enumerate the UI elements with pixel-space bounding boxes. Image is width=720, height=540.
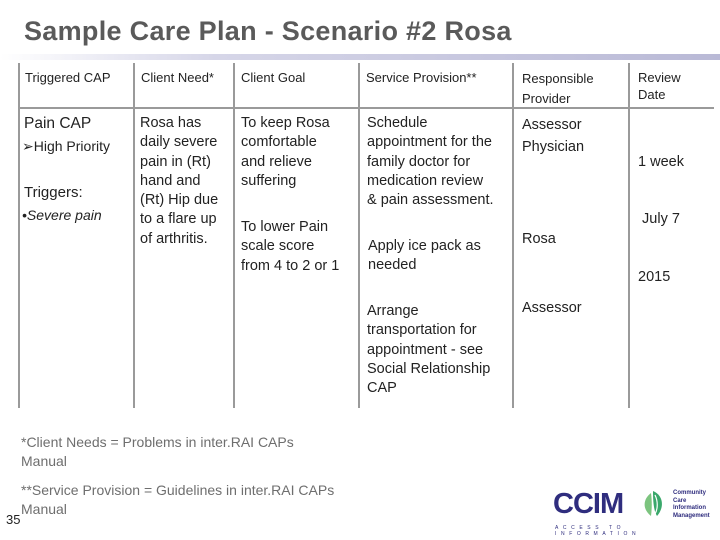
logo-org-line: Information (673, 505, 706, 511)
client-need-line: pain in (Rt) (140, 153, 211, 170)
slide-title: Sample Care Plan - Scenario #2 Rosa (24, 16, 512, 46)
table-divider-2 (233, 63, 235, 408)
review-line: July 7 (638, 211, 680, 228)
review-line: 1 week (638, 153, 684, 170)
header-responsible-line-1: Responsible (522, 71, 594, 86)
ccim-logo (553, 484, 713, 537)
service-line: transportation for (367, 322, 477, 339)
header-row-divider (18, 107, 714, 109)
footnote-line: Manual (21, 453, 67, 469)
table-border-left (18, 63, 20, 408)
table-divider-1 (133, 63, 135, 408)
header-client-goal: Client Goal (241, 70, 306, 85)
cap-priority (22, 137, 110, 156)
service-provision-3 (367, 302, 490, 398)
footnote-client-needs (21, 433, 294, 471)
trigger-item (22, 206, 102, 225)
logo-wordmark: CCIM (553, 488, 624, 520)
service-line: family doctor for (367, 153, 471, 170)
goal-line: To keep Rosa (241, 115, 330, 131)
provider-2: Rosa (522, 231, 556, 247)
header-responsible-line-2: Provider (522, 91, 571, 106)
client-goal-2 (241, 218, 339, 276)
provider-line: Physician (522, 139, 585, 155)
service-line: appointment for the (367, 134, 492, 151)
logo-org-line: Community (673, 490, 706, 496)
logo-org-line: Management (673, 512, 710, 519)
footnote-line: **Service Provision = Guidelines in inter.RAI CAPs (21, 482, 335, 498)
header-responsible-provider (522, 69, 594, 109)
review-date-text (638, 114, 684, 326)
provider-line: Assessor (522, 117, 582, 133)
client-need-line: hand and (140, 172, 201, 189)
footnote-line: *Client Needs = Problems in inter.RAI CAPs (21, 434, 294, 450)
trigger-item-label: Severe pain (26, 207, 102, 223)
header-review-line-1: Review (638, 70, 681, 85)
goal-line: suffering (241, 172, 297, 189)
service-line: Social Relationship (367, 360, 491, 377)
header-review-line-2: Date (638, 87, 666, 102)
table-divider-4 (512, 63, 514, 408)
client-need-line: to a flare up (140, 211, 217, 228)
logo-org-name (673, 490, 710, 520)
table-divider-3 (358, 63, 360, 408)
provider-1 (522, 114, 584, 158)
header-review-date (638, 69, 681, 103)
client-need-line: (Rt) Hip due (140, 192, 219, 209)
client-need-line: daily severe (140, 134, 218, 151)
service-line: needed (368, 257, 417, 274)
service-line: Arrange (367, 303, 419, 319)
goal-line: comfortable (241, 134, 317, 151)
goal-line: from 4 to 2 or 1 (241, 257, 340, 274)
client-need-line: of arthritis. (140, 230, 208, 247)
header-client-need: Client Need* (141, 70, 214, 85)
goal-line: To lower Pain (241, 219, 329, 235)
triggers-label: Triggers: (24, 184, 83, 201)
header-service-provision: Service Provision** (366, 70, 477, 85)
service-line: Schedule (367, 115, 428, 131)
logo-org-line: Care (673, 497, 687, 504)
service-line: & pain assessment. (367, 192, 494, 209)
service-line: appointment - see (367, 341, 484, 358)
review-line: 2015 (638, 269, 671, 286)
service-provision-2 (368, 237, 481, 276)
client-goal-1 (241, 114, 330, 191)
service-provision-1 (367, 114, 494, 210)
cap-priority-label: High Priority (33, 138, 110, 154)
arrow-bullet-icon: ➢ (22, 138, 34, 154)
service-line: Apply ice pack as (368, 238, 481, 254)
footnote-service-provision (21, 481, 334, 519)
bullet-icon: • (22, 207, 27, 223)
leaf-icon (639, 489, 667, 519)
logo-tagline: ACCESS TO INFORMATION (555, 525, 641, 537)
slide-number: 35 (6, 512, 21, 527)
goal-line: scale score (241, 238, 315, 255)
client-need-text (140, 114, 218, 249)
header-triggered-cap: Triggered CAP (25, 70, 111, 85)
service-line: CAP (367, 380, 397, 397)
client-need-line: Rosa has (140, 115, 202, 131)
table-divider-5 (628, 63, 630, 408)
goal-line: and relieve (241, 153, 312, 170)
cap-name: Pain CAP (24, 115, 92, 132)
footnote-line: Manual (21, 501, 67, 517)
provider-3: Assessor (522, 300, 582, 316)
service-line: medication review (367, 172, 484, 189)
